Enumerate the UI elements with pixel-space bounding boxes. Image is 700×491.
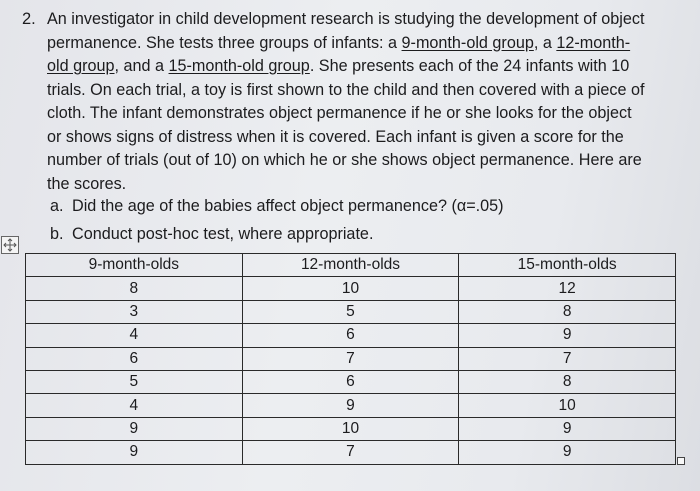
table-cell: 8 <box>459 300 676 323</box>
table-cell: 6 <box>26 347 243 370</box>
text-segment: An investigator in child development research is studying the development of object <box>47 10 645 28</box>
table-cell: 9 <box>26 441 243 464</box>
text-segment: or shows signs of distress when it is covered. Each infant is given a score for the <box>47 127 624 146</box>
resize-handle-icon[interactable] <box>677 457 685 465</box>
sub-question-a <box>50 195 504 217</box>
table-cell: 12 <box>459 277 676 300</box>
underlined-text: 15-month-old group <box>168 57 310 75</box>
header-15-month: 15-month-olds <box>459 254 676 277</box>
table-cell: 10 <box>242 277 459 300</box>
move-icon[interactable] <box>1 236 19 254</box>
table-cell: 7 <box>242 347 459 370</box>
sub-question-b <box>50 223 373 245</box>
underlined-text: 12-month- <box>556 33 631 52</box>
header-9-month: 9-month-olds <box>26 254 243 277</box>
table-cell: 9 <box>26 417 243 440</box>
text-segment: number of trials (out of 10) on which he or she shows object permanence. Here are <box>47 151 642 169</box>
sub-question-a-text: Did the age of the babies affect object permanence? (α=.05) <box>72 197 504 215</box>
table-cell: 6 <box>242 324 459 347</box>
text-segment: trials. On each trial, a toy is first shown to the child and then covered with a piece of <box>47 80 645 99</box>
scores-table <box>25 253 676 465</box>
text-segment: . She presents each of the 24 infants with 10 <box>309 57 630 75</box>
table-row <box>26 324 676 347</box>
table-cell: 6 <box>242 370 459 393</box>
paragraph-line <box>47 173 683 197</box>
paragraph-line <box>47 102 683 126</box>
table-cell: 7 <box>459 347 676 370</box>
table-cell: 9 <box>242 394 459 417</box>
table-cell: 9 <box>459 417 676 440</box>
underlined-text: 9-month-old group <box>401 33 534 52</box>
paragraph-line <box>47 126 683 150</box>
table-row <box>26 347 676 370</box>
text-segment: the scores. <box>47 174 127 193</box>
table-body <box>26 277 676 464</box>
underlined-text: old group <box>47 57 115 75</box>
text-segment: , a <box>533 33 557 52</box>
text-segment: , and a <box>114 57 169 75</box>
paragraph-line <box>47 8 683 32</box>
paragraph-line <box>47 79 683 103</box>
table-row <box>26 441 676 464</box>
paragraph-line <box>47 149 683 173</box>
table-row <box>26 417 676 440</box>
sub-question-a-letter: a. <box>50 197 64 215</box>
table-cell: 5 <box>26 370 243 393</box>
table-cell: 8 <box>26 277 243 300</box>
table-cell: 8 <box>459 370 676 393</box>
table-cell: 4 <box>26 324 243 347</box>
table-cell: 5 <box>242 300 459 323</box>
question-number: 2. <box>22 10 36 28</box>
text-segment: permanence. She tests three groups of infants: a <box>47 33 402 52</box>
table-row <box>26 394 676 417</box>
table-row <box>26 370 676 393</box>
sub-question-b-text: Conduct post-hoc test, where appropriate. <box>72 225 374 243</box>
table-cell: 9 <box>459 324 676 347</box>
table-header-row <box>26 254 676 277</box>
header-12-month: 12-month-olds <box>242 254 459 277</box>
table-row <box>26 300 676 323</box>
text-segment: cloth. The infant demonstrates object permanence if he or she looks for the object <box>47 104 632 122</box>
table-row <box>26 277 676 300</box>
table-cell: 10 <box>459 394 676 417</box>
sub-question-b-letter: b. <box>50 225 64 243</box>
table-cell: 7 <box>242 441 459 464</box>
paragraph-line <box>47 55 683 79</box>
move-arrows-glyph <box>2 237 18 253</box>
question-paragraph <box>47 8 683 196</box>
table-cell: 3 <box>26 300 243 323</box>
paragraph-line <box>47 32 683 56</box>
table-cell: 10 <box>242 417 459 440</box>
table-cell: 4 <box>26 394 243 417</box>
table-cell: 9 <box>459 441 676 464</box>
